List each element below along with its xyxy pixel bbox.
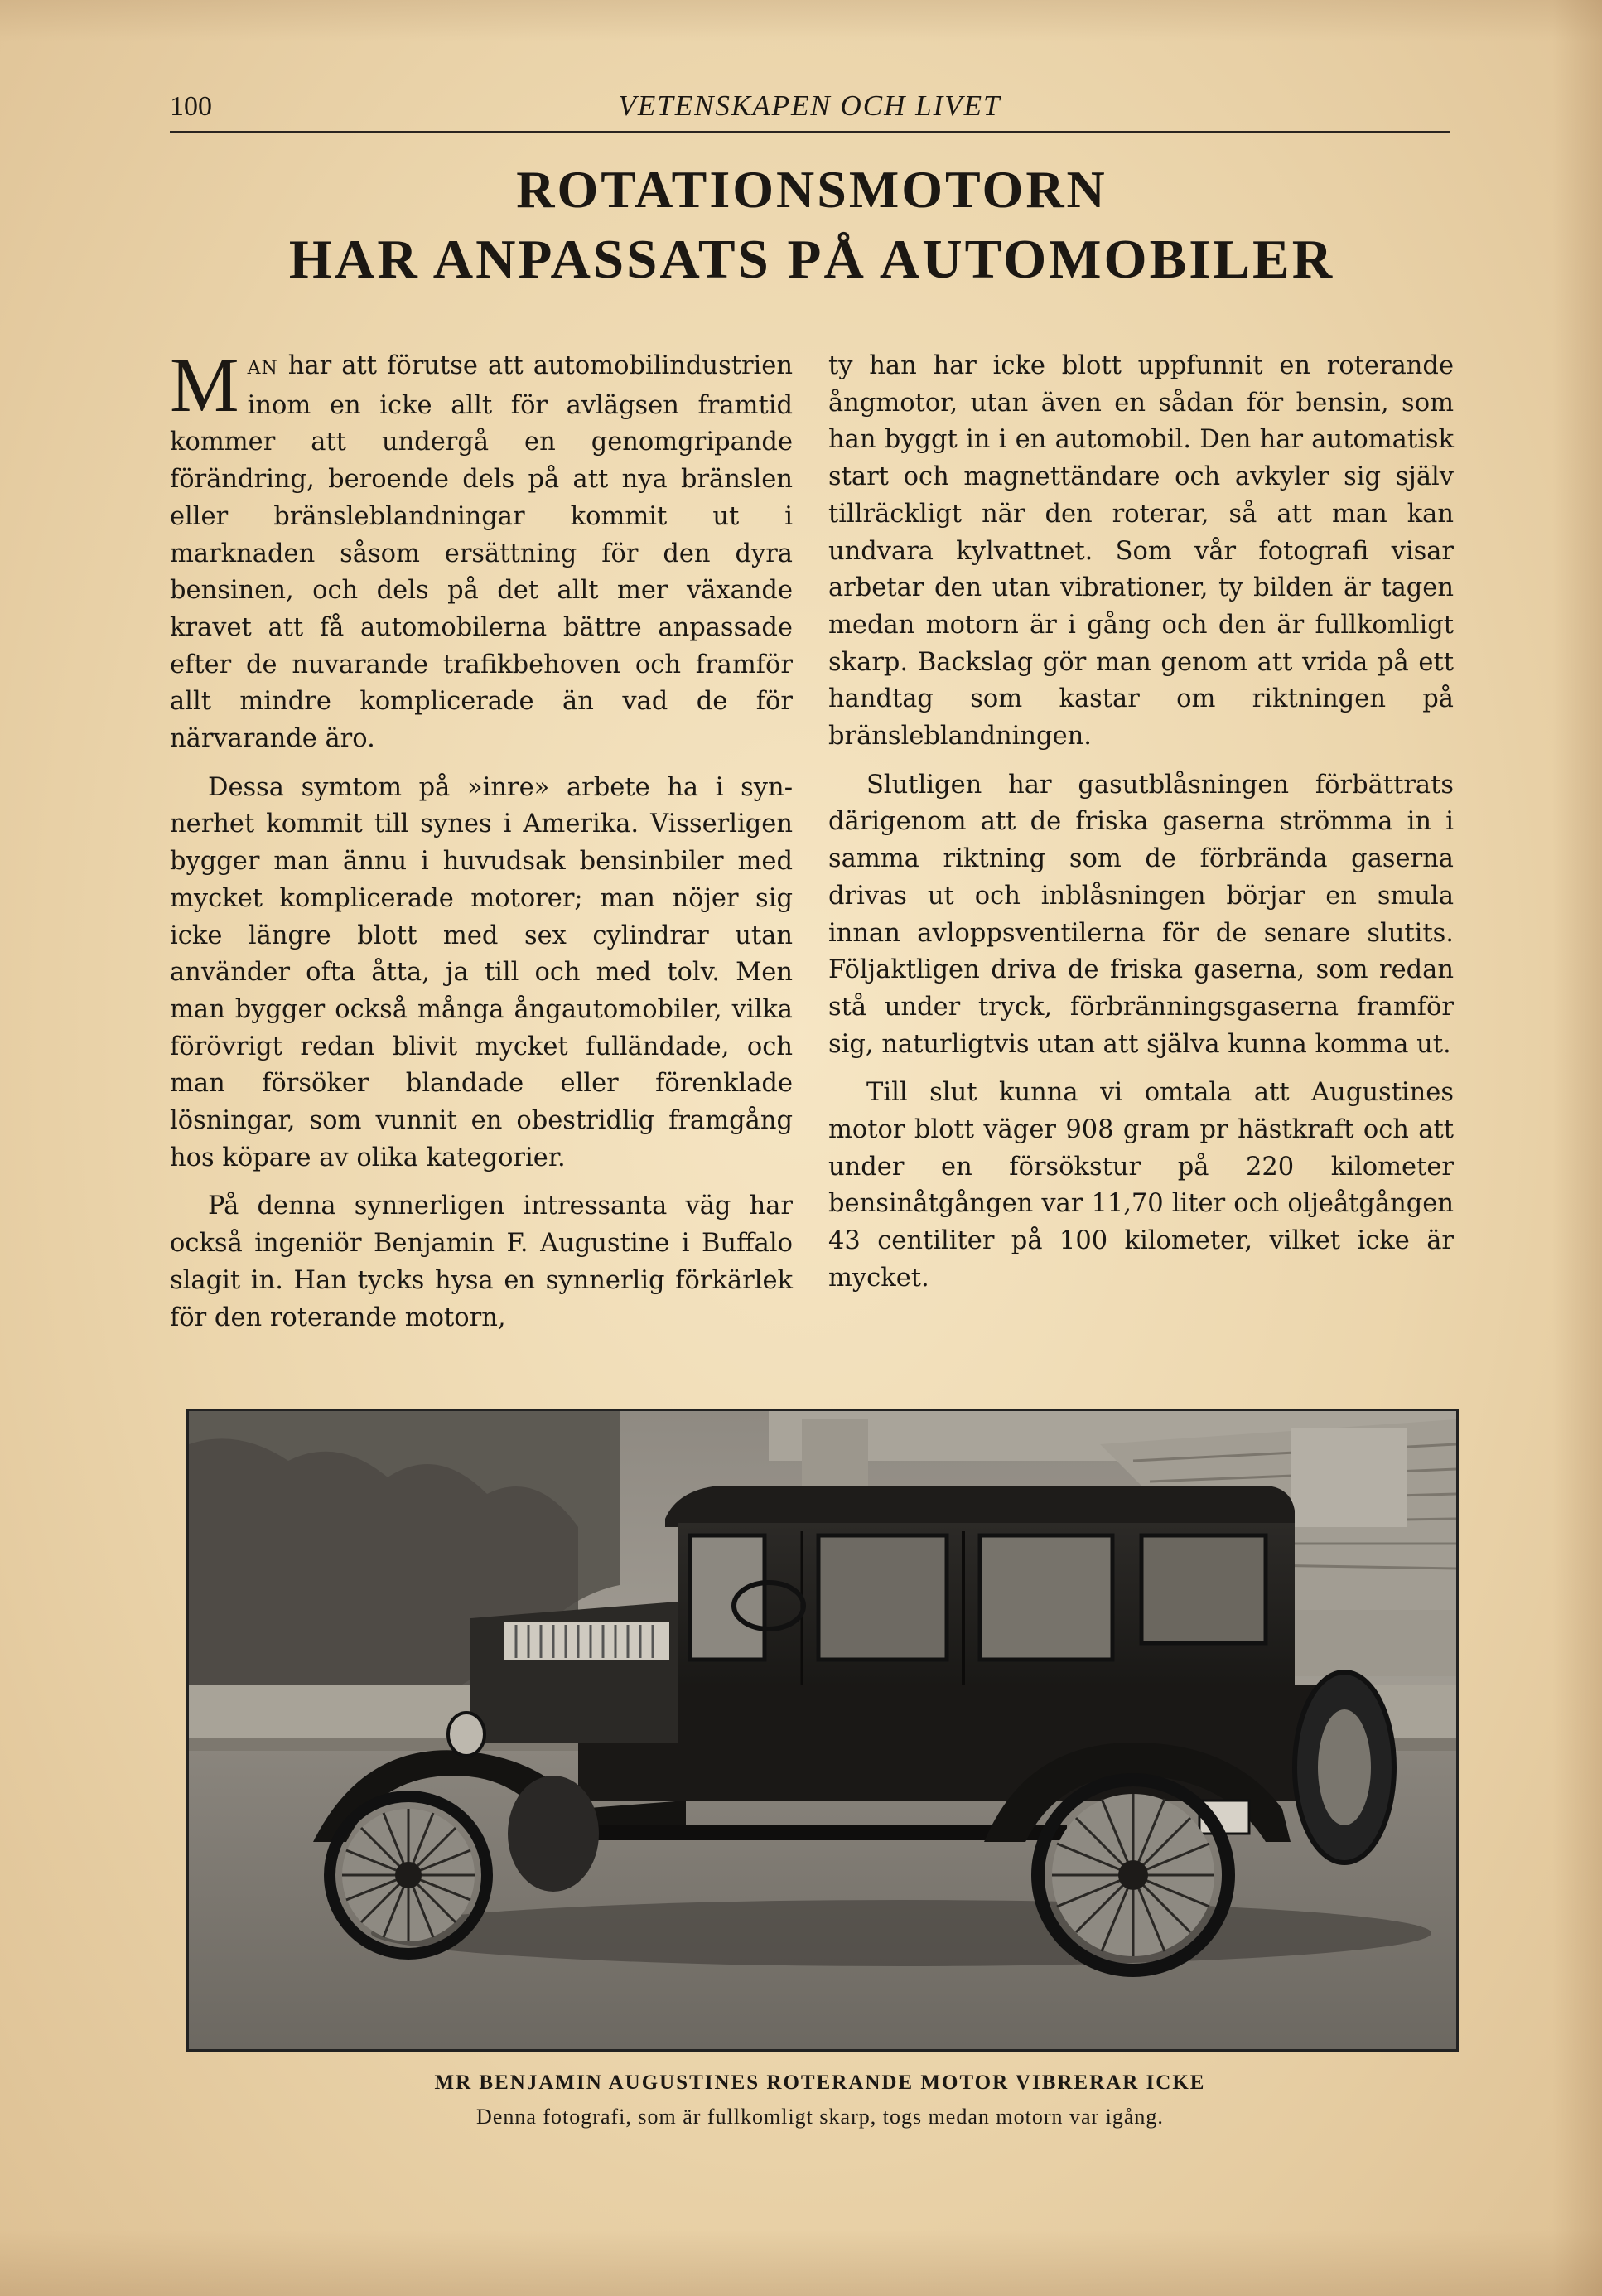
running-header — [170, 83, 1450, 133]
paper-edge-right — [1552, 0, 1602, 2296]
paragraph: Till slut kunna vi omtala att Augustines motor blott väger 908 gram pr hästkraft och att under en försökstur på 220 kilometer bensinåtgången var 11,70 liter och oljeåtgången 43 centiliter på 100 kilometer, vilket icke är mycket. — [828, 1078, 1454, 1293]
rear-wheel — [1038, 1780, 1228, 1970]
right-column — [828, 348, 1454, 1309]
paragraph: Slutligen har gasutblåsningen förbättrats därigenom att de friska gaserna strömma in i samma riktning som de förbrända gaserna drivas ut och inblåsningen börjar en smula innan avloppsventilerna för de senare slutits. Följaktligen driva de friska gaserna, som redan stå under tryck, förbränningsgaserna framför sig, naturligtvis utan att själva kunna komma ut. — [828, 770, 1454, 1059]
paragraph: ty han har icke blott uppfunnit en roterande ångmotor, utan även en sådan för bensin, som han byggt in i en automobil. Den har automatisk start och magnettändare och avkyler sig själv tillräckligt när den roterar, så att man kan undvara kylvattnet. Som vår fotografi visar arbetar den utan vibrationer, ty bilden är tagen medan motorn är i gång och den är fullkomligt skarp. Backslag gör man genom att vrida på ett handtag som kastar om riktningen på bränsleblandningen. — [828, 351, 1454, 752]
paper-edge-bottom — [0, 2230, 1602, 2296]
page-number: 100 — [170, 91, 212, 122]
paragraph: På denna synnerligen intressanta väg har också ingeniör Benjamin F. Augustine i Buffalo slagit in. Han tycks hysa en synnerlig förkärlek för den roterande motorn, — [170, 1192, 793, 1332]
photo-caption-title: MR BENJAMIN AUGUSTINES ROTERANDE MOTOR VIBRERAR ICKE — [434, 2071, 1206, 2094]
paper-edge-top — [0, 0, 1602, 41]
paragraph-text: har att förutse att automobilindustrien inom en icke allt för avlägsen framtid kommer att undergå en genomgripande förändring, beroende dels på att nya bränslen eller bränsleblandningar kommit ut i marknaden såsom ersättning för den dyra bensinen, och dels på det allt mer växande kravet att få automobilerna bättre anpassade efter de nuvarande trafikbehoven och framför allt mindre komplicerade än vad de för närvarande äro. — [170, 351, 793, 754]
photo-caption-text: Denna fotografi, som är fullkomligt skarp, togs medan motorn var igång. — [476, 2105, 1164, 2129]
drop-cap: M — [170, 342, 239, 428]
car-photograph — [186, 1409, 1459, 2052]
journal-name: VETENSKAPEN OCH LIVET — [618, 89, 1001, 122]
front-wheel — [330, 1796, 487, 1954]
paragraph — [170, 342, 793, 758]
article-title-line-2: HAR ANPASSATS PÅ AUTOMOBILER — [288, 229, 1335, 290]
left-column — [170, 342, 793, 1348]
article-title-line-1: ROTATIONSMOTORN — [516, 160, 1107, 219]
paragraph: Dessa symtom på »inre» arbete ha i synnerhet kommit till synes i Amerika. Visserligen bygger man ännu i huvudsak bensinbiler med mycket komplicerade motorer; man nöjer sig icke längre blott med sex cylindrar utan använder ofta åtta, ja till och med tolv. Men man bygger också många ångautomobiler, vilka förövrigt redan blivit mycket fulländade, och man försöker blandade eller förenklade lösningar, som vunnit en obestridlig framgång hos köpare av olika kategorier. — [170, 772, 793, 1172]
small-caps-lead: AN — [247, 358, 278, 379]
car-photograph-image — [189, 1411, 1456, 2049]
